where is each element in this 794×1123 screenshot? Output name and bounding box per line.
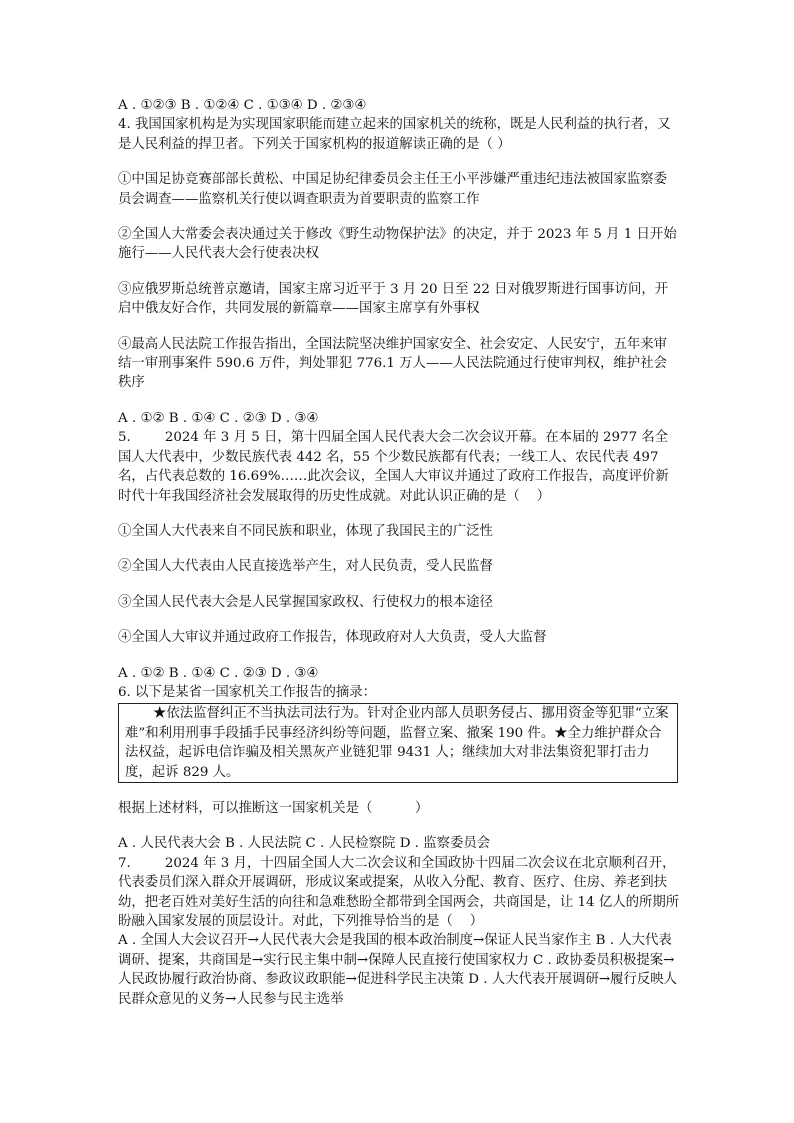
- spacer: [118, 541, 680, 557]
- q6-material-text: ★依法监督纠正不当执法司法行为。针对企业内部人员职务侵占、挪用资金等犯罪“立案难”和利用刑事手段插手民事经济纠纷等问题，监督立案、撤案 190 件。★全力维护群众合法权益，起诉电信诈骗及相关黑灰产业链犯罪 9431 人；继续加大对非法集资犯罪打击力度，起诉 829 人。: [125, 706, 669, 780]
- q7-stem: 7. 2024 年 3 月，十四届全国人大二次会议和全国政协十四届二次会议在北京顺利召开，代表委员们深入群众开展调研，形成议案或提案，从收入分配、教育、医疗、住房、养老到扶幼，把老百姓对美好生活的向往和急难愁盼全都带到全国两会，共商国是，让 14 亿人的所期所盼融入国家发展的顶层设计。对此，下列推导恰当的是（ ）: [118, 855, 680, 929]
- spacer: [118, 577, 680, 593]
- spacer: [118, 648, 680, 664]
- q5-options: A . ①② B . ①④ C . ②③ D . ③④: [118, 665, 319, 681]
- q5-stem: 5. 2024 年 3 月 5 日，第十四届全国人民代表大会二次会议开幕。在本届的 2977 名全国人大代表中，少数民族代表 442 名，55 个少数民族都有代表；一线工人、农民代表 497 名，占代表总数的 16.69%……此次会议，全国人大审议并通过了政府工作报告，高度评价新时代十年我国经济社会发展取得的历史性成就。对此认识正确的是（ ）: [118, 430, 669, 504]
- document-page: [118, 96, 680, 1009]
- q6-material-box: [118, 703, 678, 783]
- spacer: [118, 154, 680, 170]
- q5-item-2: ②全国人大代表由人民直接选举产生，对人民负责，受人民监督: [118, 559, 493, 575]
- q4-stem: 4. 我国国家机构是为实现国家职能而建立起来的国家机关的统称，既是人民利益的执行者，又是人民利益的捍卫者。下列关于国家机构的报道解读正确的是（ ）: [118, 117, 671, 152]
- spacer: [118, 264, 680, 280]
- q5-item-1: ①全国人大代表来自不同民族和职业，体现了我国民主的广泛性: [118, 523, 493, 539]
- q6-options: A . 人民代表大会 B . 人民法院 C . 人民检察院 D . 监察委员会: [118, 836, 491, 852]
- q3-options: A . ①②③ B . ①②④ C . ①③④ D . ②③④: [118, 98, 367, 113]
- q7-options: A . 全国人大会议召开→人民代表大会是我国的根本政治制度→保证人民当家作主 B . 人大代表调研、提案，共商国是→实行民主集中制→保障人民直接行使国家权力 C . 政协委员积极提案→人民政协履行政治协商、参政议政职能→促进科学民主决策 D . 人大代表开展调研→履行反映人民群众意见的义务→人民参与民主选举: [118, 933, 678, 1007]
- q4-item-1: ①中国足协竞赛部部长黄松、中国足协纪律委员会主任王小平涉嫌严重违纪违法被国家监察委员会调查——监察机关行使以调查职责为首要职责的监察工作: [118, 172, 668, 207]
- q6-question: 根据上述材料，可以推断这一国家机关是（ ）: [118, 800, 429, 816]
- q4-item-3: ③应俄罗斯总统普京邀请，国家主席习近平于 3 月 20 日至 22 日对俄罗斯进行国事访问，开启中俄友好合作，共同发展的新篇章——国家主席享有外事权: [118, 281, 669, 317]
- q6-stem: 6. 以下是某省一国家机关工作报告的摘录：: [118, 684, 377, 700]
- q4-options: A . ①② B . ①④ C . ②③ D . ③④: [118, 410, 319, 426]
- spacer: [118, 783, 680, 799]
- spacer: [118, 506, 680, 522]
- spacer: [118, 818, 680, 834]
- q4-item-4: ④最高人民法院工作报告指出，全国法院坚决维护国家安全、社会安定、人民安宁，五年来审结一审刑事案件 590.6 万件，判处罪犯 776.1 万人——人民法院通过行使审判权，维护社会秩序: [118, 336, 668, 391]
- spacer: [118, 612, 680, 628]
- spacer: [118, 319, 680, 335]
- spacer: [118, 209, 680, 225]
- q5-item-3: ③全国人民代表大会是人民掌握国家政权、行使权力的根本途径: [118, 594, 493, 610]
- spacer: [118, 393, 680, 409]
- q5-item-4: ④全国人大审议并通过政府工作报告，体现政府对人大负责，受人大监督: [118, 630, 547, 646]
- q4-item-2: ②全国人大常委会表决通过关于修改《野生动物保护法》的决定，并于 2023 年 5 月 1 日开始施行——人民代表大会行使表决权: [118, 227, 677, 262]
